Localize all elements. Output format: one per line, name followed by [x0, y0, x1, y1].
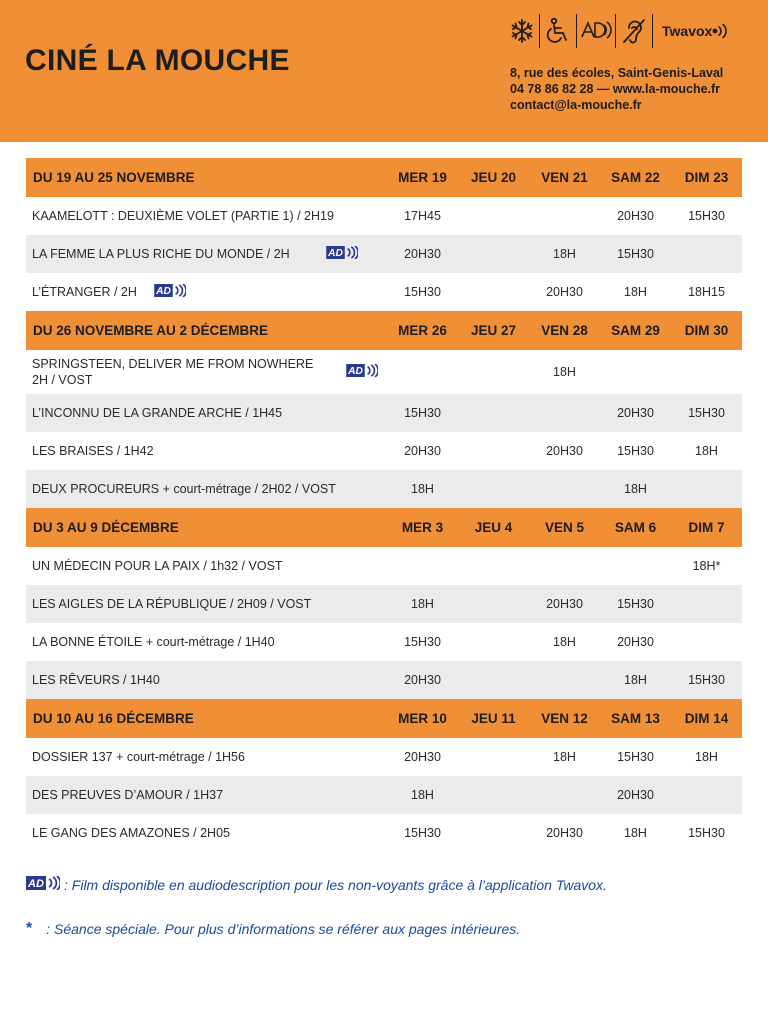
film-title: LES BRAISES / 1H42 — [32, 444, 154, 458]
showtime: 20H30 — [617, 788, 654, 802]
ad-badge — [326, 246, 358, 262]
day-header: SAM 6 — [614, 520, 657, 535]
film-title: LA BONNE ÉTOILE + court-métrage / 1H40 — [32, 635, 275, 649]
twavox-label: Twavox — [662, 23, 713, 39]
film-row — [26, 623, 742, 661]
film-cell — [26, 623, 387, 661]
showtime: 15H30 — [688, 826, 725, 840]
film-row — [26, 235, 742, 273]
week-header — [26, 508, 742, 547]
film-title: LES AIGLES DE LA RÉPUBLIQUE / 2H09 / VOST — [32, 597, 312, 611]
film-cell — [26, 814, 387, 852]
showtime: 18H — [553, 635, 576, 649]
day-header: JEU 27 — [470, 323, 517, 338]
showtime: 20H30 — [404, 673, 441, 687]
film-title: DES PREUVES D’AMOUR / 1H37 — [32, 788, 224, 802]
showtime: 20H30 — [617, 209, 654, 223]
film-row — [26, 394, 742, 432]
showtime: 15H30 — [617, 444, 654, 458]
ad-badge-text: AD — [28, 878, 44, 890]
asterisk-symbol: * — [26, 920, 33, 937]
ad-badge-text: AD — [348, 366, 363, 377]
showtime: 18H — [411, 788, 434, 802]
film-row — [26, 470, 742, 508]
address: 8, rue des écoles, Saint-Genis-Laval — [510, 66, 724, 80]
day-header: JEU 11 — [471, 711, 516, 726]
film-row — [26, 585, 742, 623]
film-title: LA FEMME LA PLUS RICHE DU MONDE / 2H — [32, 247, 290, 261]
film-title: DOSSIER 137 + court-métrage / 1H56 — [32, 750, 245, 764]
showtime: 15H30 — [617, 750, 654, 764]
email: contact@la-mouche.fr — [510, 98, 642, 112]
contact-block — [510, 65, 723, 113]
showtime: 15H30 — [404, 406, 441, 420]
film-cell — [26, 547, 387, 585]
week-title: DU 19 AU 25 NOVEMBRE — [33, 170, 195, 185]
day-header: DIM 23 — [684, 170, 729, 185]
showtime: 18H — [411, 597, 434, 611]
day-header: VEN 12 — [541, 711, 588, 726]
film-cell — [26, 273, 387, 311]
legend-special-session — [26, 920, 520, 938]
ad-badge-icon — [326, 246, 358, 259]
film-cell — [26, 432, 387, 470]
sound-waves-icon — [712, 23, 730, 39]
legend-ad-text: : Film disponible en audiodescription pour les non-voyants grâce à l’application Twavox. — [64, 876, 607, 893]
film-row — [26, 197, 742, 235]
legend-audiodescription — [26, 876, 607, 893]
film-title: DEUX PROCUREURS + court-métrage / 2H02 / VOST — [32, 482, 336, 496]
film-cell — [26, 661, 387, 699]
film-cell — [26, 235, 387, 273]
film-cell — [26, 394, 387, 432]
showtime: 20H30 — [404, 247, 441, 261]
showtime: 18H — [553, 365, 576, 379]
snowflake-icon — [508, 14, 536, 48]
showtime: 20H30 — [404, 444, 441, 458]
day-header: JEU 4 — [474, 520, 513, 535]
showtime: 20H30 — [546, 444, 583, 458]
film-title-line2: 2H / VOST — [32, 373, 93, 387]
day-header: SAM 29 — [611, 323, 660, 338]
film-title: UN MÉDECIN POUR LA PAIX / 1h32 / VOST — [32, 559, 283, 573]
showtime: 15H30 — [404, 826, 441, 840]
icon-divider — [539, 14, 540, 48]
film-title: LES RÊVEURS / 1H40 — [32, 673, 160, 687]
week-header — [26, 699, 742, 738]
day-header: DIM 14 — [684, 711, 729, 726]
showtime: 20H30 — [404, 750, 441, 764]
legend-star-text: : Séance spéciale. Pour plus d’informations se référer aux pages intérieures. — [46, 921, 521, 937]
week-title: DU 3 AU 9 DÉCEMBRE — [33, 520, 179, 535]
showtime: 18H — [624, 482, 647, 496]
showtime: 18H* — [692, 559, 721, 573]
film-title: L’INCONNU DE LA GRANDE ARCHE / 1H45 — [32, 406, 283, 420]
day-header: MER 19 — [398, 170, 447, 185]
showtime: 18H — [624, 673, 647, 687]
wheelchair-icon — [543, 14, 573, 48]
film-title: KAAMELOTT : DEUXIÈME VOLET (PARTIE 1) / 2H19 — [32, 209, 334, 223]
film-row — [26, 738, 742, 776]
showtime: 20H30 — [546, 597, 583, 611]
showtime: 18H — [624, 285, 647, 299]
ad-badge-icon — [26, 876, 60, 893]
day-header: MER 10 — [398, 711, 447, 726]
film-title: LE GANG DES AMAZONES / 2H05 — [32, 826, 230, 840]
film-cell — [26, 197, 387, 235]
schedule-table — [26, 158, 742, 852]
ad-badge-text: AD — [156, 286, 171, 297]
film-cell — [26, 350, 387, 394]
film-row — [26, 776, 742, 814]
showtime: 15H30 — [688, 673, 725, 687]
showtime: 15H30 — [404, 285, 441, 299]
film-cell — [26, 738, 387, 776]
showtime: 15H30 — [688, 406, 725, 420]
cinema-title: CINÉ LA MOUCHE — [25, 44, 290, 77]
ad-badge — [154, 284, 186, 300]
film-row — [26, 432, 742, 470]
showtime: 18H — [411, 482, 434, 496]
ad-badge-icon — [346, 364, 378, 377]
showtime: 18H — [695, 444, 718, 458]
showtime: 20H30 — [617, 406, 654, 420]
film-title: L’ÉTRANGER / 2H — [32, 285, 137, 299]
day-header: DIM 7 — [688, 520, 725, 535]
icon-divider — [615, 14, 616, 48]
film-cell — [26, 776, 387, 814]
film-row — [26, 273, 742, 311]
week-title: DU 10 AU 16 DÉCEMBRE — [33, 711, 194, 726]
showtime: 18H — [553, 247, 576, 261]
twavox-logo — [662, 23, 730, 39]
icon-divider — [652, 14, 653, 48]
hearing-assistance-icon — [619, 14, 649, 48]
film-row — [26, 661, 742, 699]
header-banner — [0, 0, 768, 142]
film-title: SPRINGSTEEN, DELIVER ME FROM NOWHERE — [32, 357, 314, 371]
day-header: VEN 5 — [544, 520, 585, 535]
week-title: DU 26 NOVEMBRE AU 2 DÉCEMBRE — [33, 323, 269, 338]
showtime: 20H30 — [546, 826, 583, 840]
day-header: MER 26 — [398, 323, 447, 338]
showtime: 15H30 — [617, 597, 654, 611]
showtime: 15H30 — [617, 247, 654, 261]
ad-badge — [346, 364, 378, 380]
week-header — [26, 311, 742, 350]
accessibility-icons — [508, 14, 730, 48]
film-cell — [26, 585, 387, 623]
film-row — [26, 814, 742, 852]
showtime: 18H15 — [688, 285, 725, 299]
day-header: SAM 13 — [611, 711, 660, 726]
day-header: SAM 22 — [611, 170, 660, 185]
audio-description-icon — [580, 14, 612, 48]
showtime: 17H45 — [404, 209, 441, 223]
showtime: 20H30 — [546, 285, 583, 299]
showtime: 15H30 — [404, 635, 441, 649]
showtime: 18H — [553, 750, 576, 764]
phone-and-website: 04 78 86 82 28 — www.la-mouche.fr — [510, 82, 721, 96]
day-header: JEU 20 — [470, 170, 517, 185]
showtime: 18H — [624, 826, 647, 840]
showtime: 18H — [695, 750, 718, 764]
showtime: 20H30 — [617, 635, 654, 649]
film-row — [26, 547, 742, 585]
ad-badge-text: AD — [328, 248, 343, 259]
ad-badge-icon — [154, 284, 186, 297]
film-cell — [26, 470, 387, 508]
showtime: 15H30 — [688, 209, 725, 223]
icon-divider — [576, 14, 577, 48]
day-header: VEN 28 — [541, 323, 588, 338]
day-header: DIM 30 — [684, 323, 729, 338]
film-row — [26, 350, 742, 394]
week-header — [26, 158, 742, 197]
day-header: MER 3 — [401, 520, 444, 535]
day-header: VEN 21 — [541, 170, 588, 185]
